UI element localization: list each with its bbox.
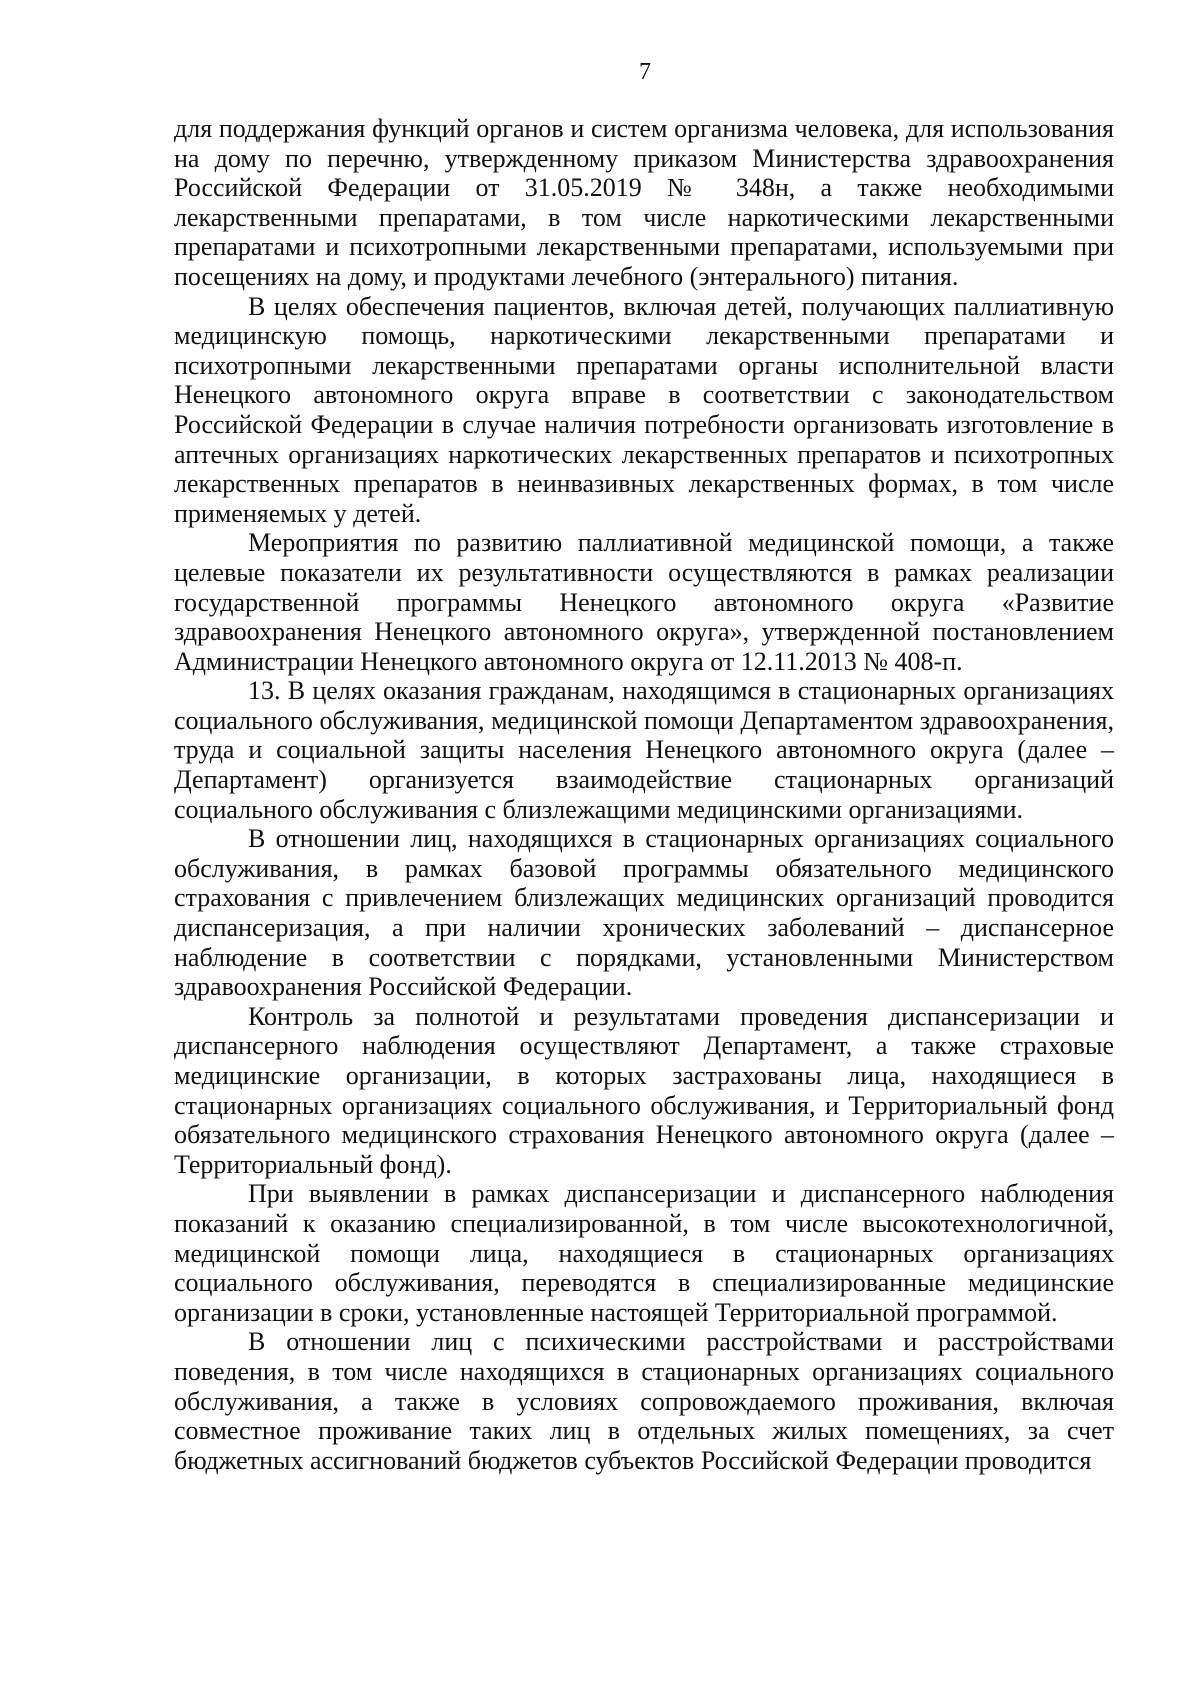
paragraph-8: В отношении лиц с психическими расстройствами и расстройствами поведения, в том числе находящихся в стационарных организациях социального обслуживания, а также в условиях сопровождаемого проживания, включая совместное проживание таких лиц в отдельных жилых помещениях, за счет бюджетных ассигнований бюджетов субъектов Российской Федерации проводится [174, 1327, 1114, 1475]
paragraph-1: для поддержания функций органов и систем организма человека, для использования на дому по перечню, утвержденному приказом Министерства здравоохранения Российской Федерации от 31.05.2019 № 348н, а также необходимыми лекарственными препаратами, в том числе наркотическими лекарственными препаратами и психотропными лекарственными препаратами, используемыми при посещениях на дому, и продуктами лечебного (энтерального) питания. [174, 114, 1114, 291]
paragraph-6: Контроль за полнотой и результатами проведения диспансеризации и диспансерного наблюдения осуществляют Департамент, а также страховые медицинские организации, в которых застрахованы лица, находящиеся в стационарных организациях социального обслуживания, и Территориальный фонд обязательного медицинского страхования Ненецкого автономного округа (далее – Территориальный фонд). [174, 1001, 1114, 1179]
page-number: 7 [639, 59, 651, 85]
paragraph-7: При выявлении в рамках диспансеризации и диспансерного наблюдения показаний к оказанию специализированной, в том числе высокотехнологичной, медицинской помощи лица, находящиеся в стационарных организациях социального обслуживания, переводятся в специализированные медицинские организации в сроки, установленные настоящей Территориальной программой. [174, 1179, 1114, 1327]
paragraph-3: Мероприятия по развитию паллиативной медицинской помощи, а также целевые показатели их результативности осуществляются в рамках реализации государственной программы Ненецкого автономного округа «Развитие здравоохранения Ненецкого автономного округа», утвержденной постановлением Администрации Ненецкого автономного округа от 12.11.2013 № 408-п. [174, 528, 1114, 676]
paragraph-4: 13. В целях оказания гражданам, находящимся в стационарных организациях социального обслуживания, медицинской помощи Департаментом здравоохранения, труда и социальной защиты населения Ненецкого автономного округа (далее – Департамент) организуется взаимодействие стационарных организаций социального обслуживания с близлежащими медицинскими организациями. [174, 676, 1114, 824]
paragraph-2: В целях обеспечения пациентов, включая детей, получающих паллиативную медицинскую помощь, наркотическими лекарственными препаратами и психотропными лекарственными препаратами органы исполнительной власти Ненецкого автономного округа вправе в соответствии с законодательством Российской Федерации в случае наличия потребности организовать изготовление в аптечных организациях наркотических лекарственных препаратов и психотропных лекарственных препаратов в неинвазивных лекарственных формах, в том числе применяемых у детей. [174, 291, 1114, 528]
paragraph-5: В отношении лиц, находящихся в стационарных организациях социального обслуживания, в рамках базовой программы обязательного медицинского страхования с привлечением близлежащих медицинских организаций проводится диспансеризация, а при наличии хронических заболеваний – диспансерное наблюдение в соответствии с порядками, установленными Министерством здравоохранения Российской Федерации. [174, 824, 1114, 1002]
document-body [174, 114, 1114, 1475]
